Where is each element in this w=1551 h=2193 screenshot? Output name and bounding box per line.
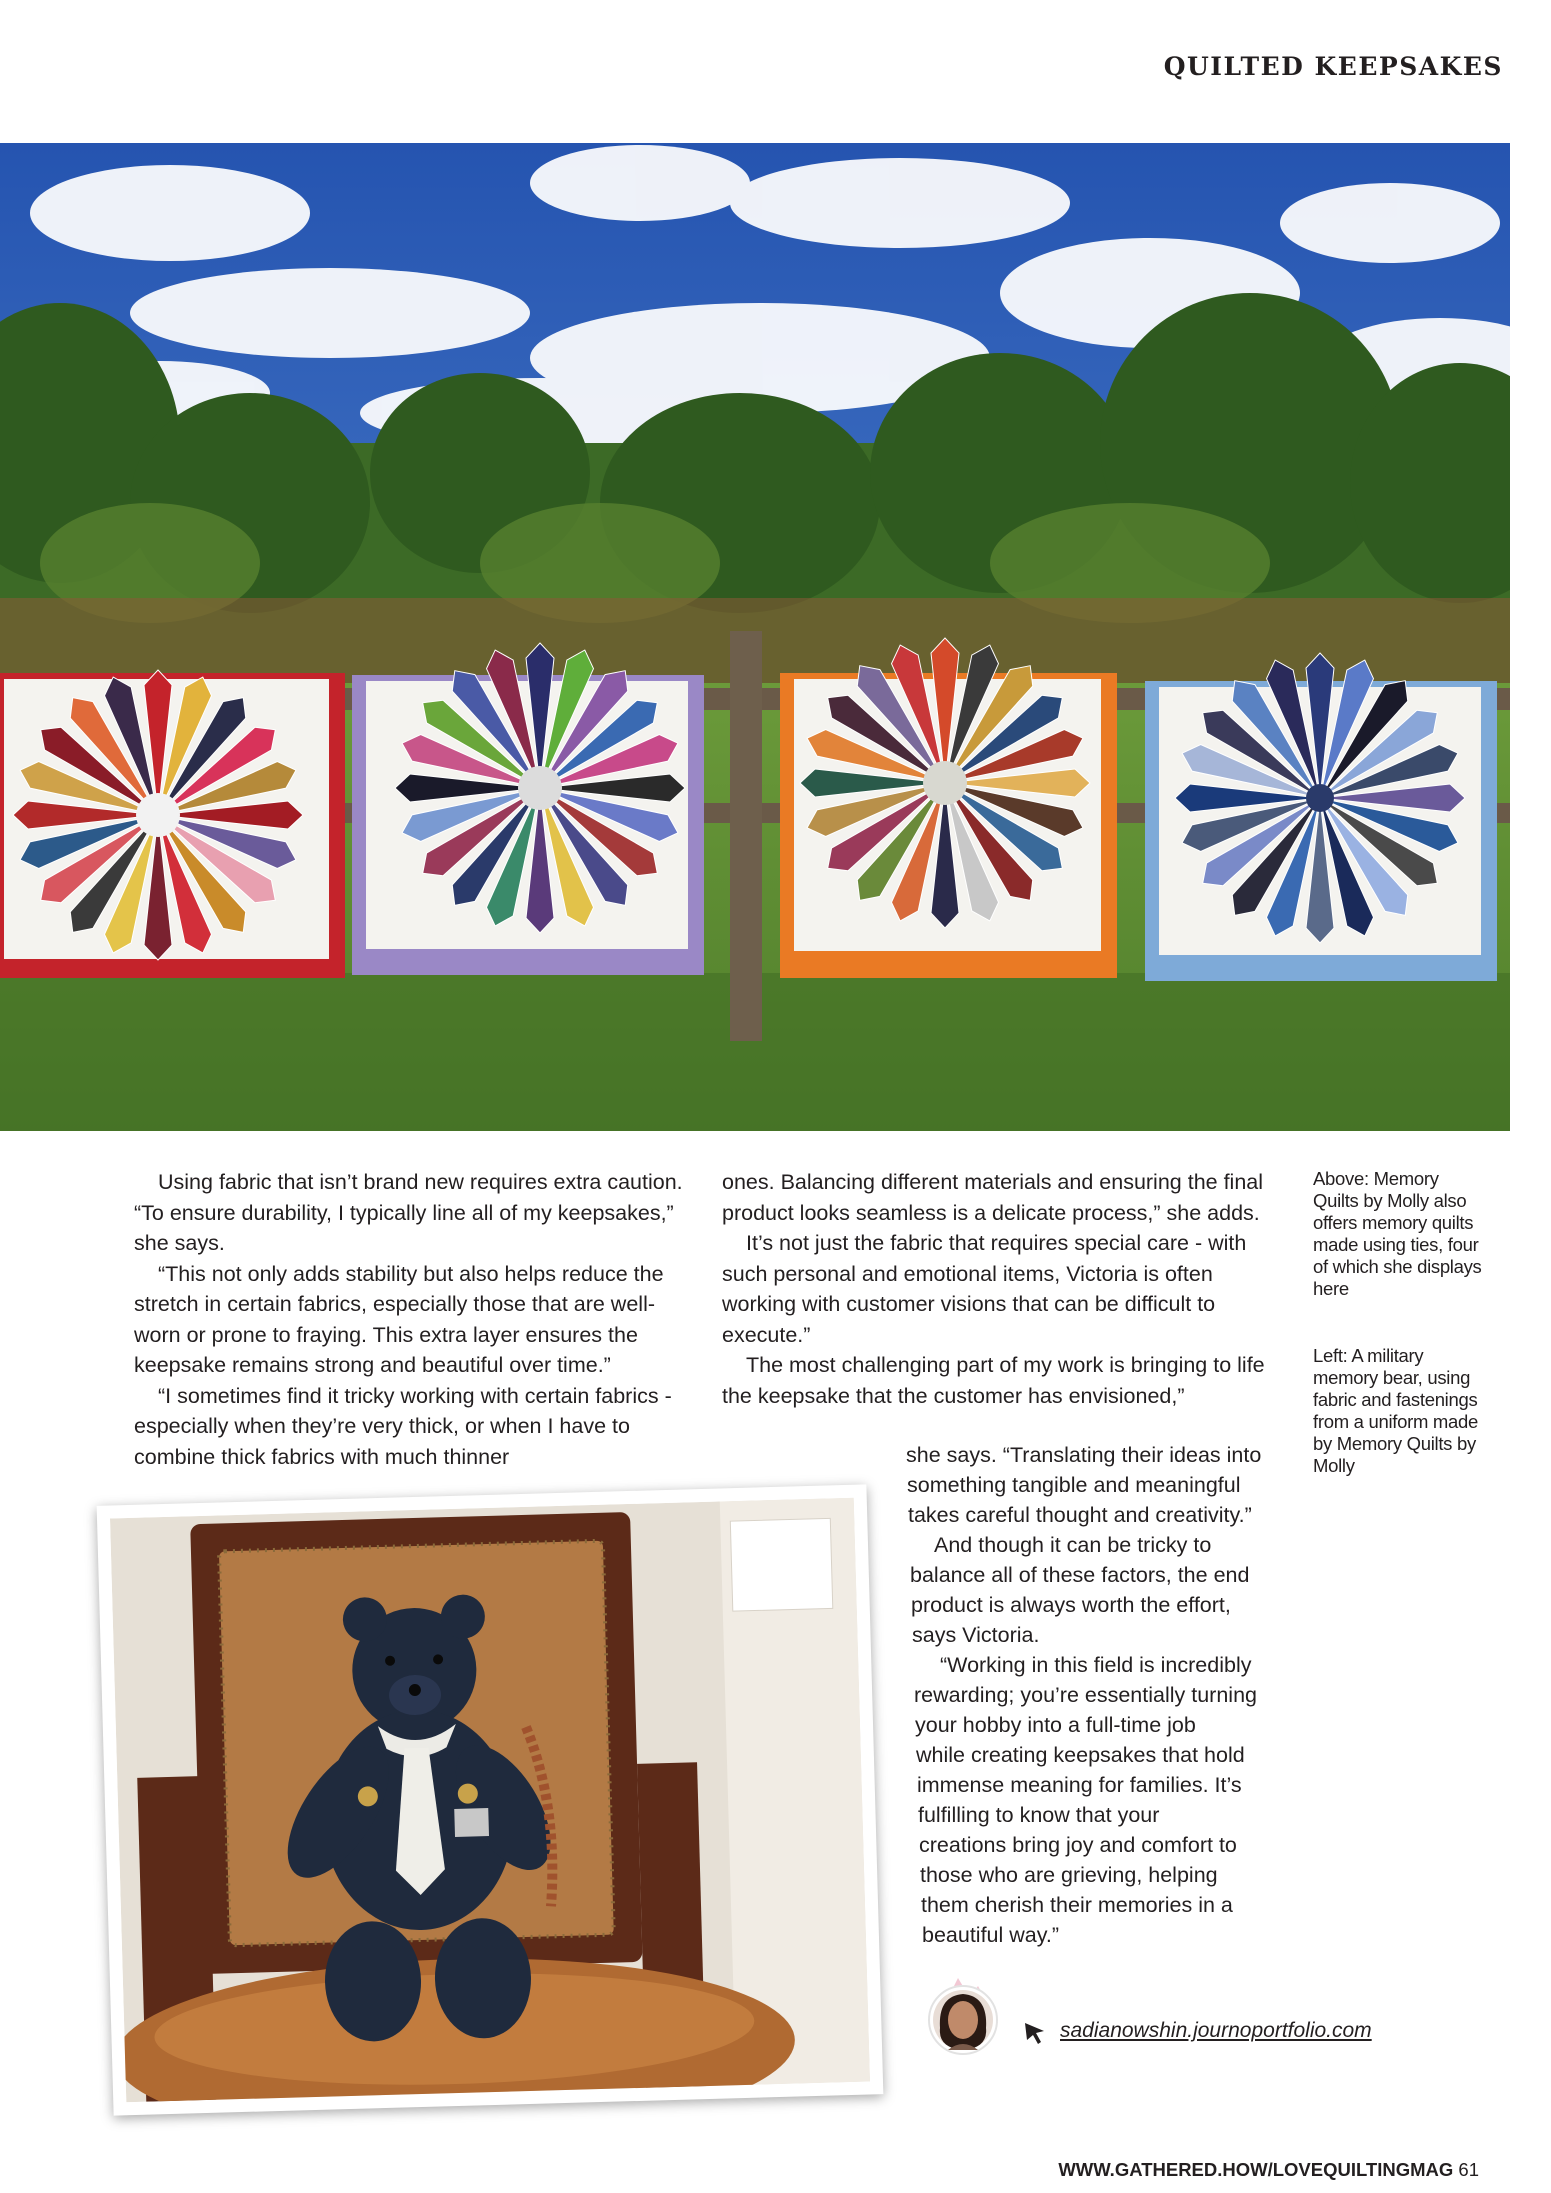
inset-photo-frame [97,1484,884,2115]
body-line: creations bring joy and comfort to [919,1833,1237,1857]
body-line: says Victoria. [912,1623,1040,1647]
memory-bear-photo [110,1498,870,2103]
cursor-arrow-icon [1022,2020,1048,2046]
section-title: QUILTED KEEPSAKES [1163,52,1503,81]
body-line: fulfilling to know that your [918,1803,1160,1827]
body-line: them cherish their memories in a [921,1893,1233,1917]
author-avatar-icon [918,1958,1008,2058]
page-footer [1058,2159,1479,2181]
footer-url[interactable]: WWW.GATHERED.HOW/LOVEQUILTINGMAG [1058,2159,1454,2180]
body-paragraph: “This not only adds stability but also helps reduce the stretch in certain fabrics, especially those that are well-worn or prone to fraying. This extra layer ensures the keepsake remains strong and beautiful over time.” [134,1261,664,1377]
body-line: rewarding; you’re essentially turning [914,1683,1257,1707]
caption-above: Above: Memory Quilts by Molly also offers memory quilts made using ties, four of which she displays here [1313,1168,1482,1299]
body-line: balance all of these factors, the end [910,1563,1250,1587]
body-paragraph: “I sometimes find it tricky working with certain fabrics - especially when they’re very thick, or when I have to combine thick fabrics with much thinner [134,1383,672,1469]
body-line: your hobby into a full-time job [915,1713,1196,1737]
body-paragraph: The most challenging part of my work is bringing to life the keepsake that the customer has envisioned,” [722,1353,1265,1408]
body-line: “Working in this field is incredibly [940,1653,1252,1677]
body-line: And though it can be tricky to [934,1533,1212,1557]
body-column-2 [722,1167,1288,1411]
body-line: takes careful thought and creativity.” [908,1503,1252,1527]
quilts-on-fence-photo [0,143,1510,1131]
page-number: 61 [1458,2159,1479,2180]
body-line: immense meaning for families. It’s [917,1773,1242,1797]
body-line: beautiful way.” [922,1923,1060,1947]
body-paragraph: It’s not just the fabric that requires special care - with such personal and emotional items, Victoria is often working with customer visions that can be difficult to execute.” [722,1231,1247,1347]
body-paragraph: ones. Balancing different materials and ensuring the final product looks seamless is a delicate process,” she adds. [722,1170,1264,1225]
body-column-1 [134,1167,696,1472]
body-line: something tangible and meaningful [907,1473,1241,1497]
caption-left: Left: A military memory bear, using fabric and fastenings from a uniform made by Memory Quilts by Molly [1313,1345,1478,1476]
body-line: while creating keepsakes that hold [916,1743,1245,1767]
body-line: those who are grieving, helping [920,1863,1218,1887]
body-line: product is always worth the effort, [911,1593,1231,1617]
body-line: she says. “Translating their ideas into [906,1443,1262,1467]
body-paragraph: Using fabric that isn’t brand new requires extra caution. “To ensure durability, I typically line all of my keepsakes,” she says. [134,1170,683,1255]
author-website-link[interactable]: sadianowshin.journoportfolio.com [1060,2019,1372,2042]
